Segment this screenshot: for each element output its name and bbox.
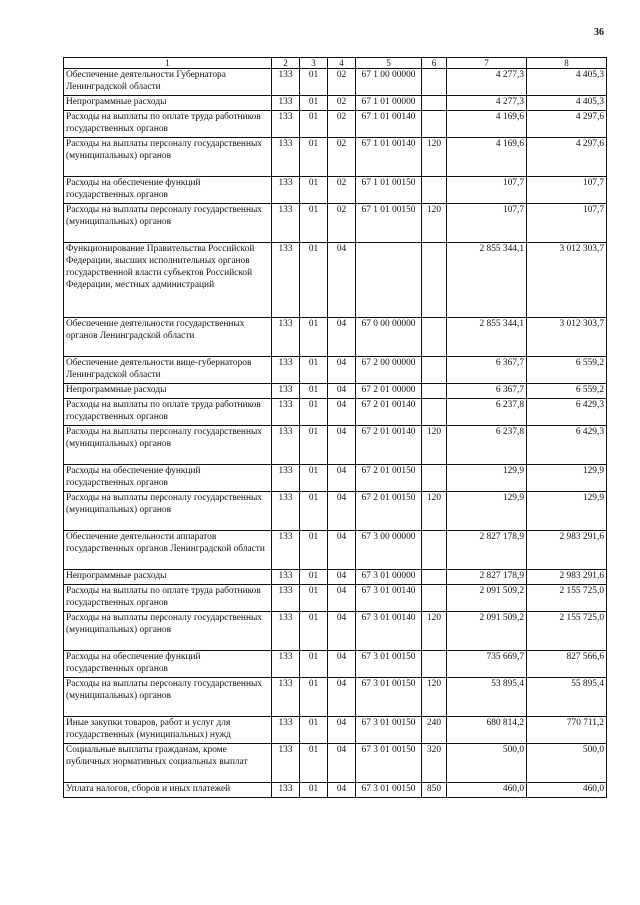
section-code-cell: 01 (300, 570, 328, 585)
ministry-code-cell: 133 (272, 318, 300, 357)
section-code-cell: 01 (300, 717, 328, 744)
ministry-code-cell: 133 (272, 585, 300, 612)
article-code-cell: 67 2 01 00140 (356, 399, 422, 426)
amount-year-2-cell: 2 983 291,6 (527, 531, 607, 570)
item-name-cell: Обеспечение деятельности Губернатора Ленинградской области (64, 69, 272, 96)
table-body (64, 69, 607, 798)
article-code-cell: 67 0 00 00000 (356, 318, 422, 357)
expense-type-code-cell (422, 651, 447, 678)
item-name-cell: Расходы на выплаты персоналу государственных (муниципальных) органов (64, 426, 272, 465)
table-row (64, 399, 607, 426)
amount-year-2-cell: 6 429,3 (527, 426, 607, 465)
table-row (64, 783, 607, 798)
article-code-cell: 67 3 01 00150 (356, 783, 422, 798)
amount-year-1-cell: 4 169,6 (447, 138, 527, 177)
item-name-cell: Обеспечение деятельности аппаратов государственных органов Ленинградской области (64, 531, 272, 570)
table-header (64, 58, 607, 69)
ministry-code-cell: 133 (272, 384, 300, 399)
ministry-code-cell: 133 (272, 612, 300, 651)
amount-year-1-cell: 6 367,7 (447, 357, 527, 384)
subsection-code-cell: 04 (328, 717, 356, 744)
item-name-cell: Непрограммные расходы (64, 384, 272, 399)
expense-type-code-cell (422, 570, 447, 585)
item-name-cell: Расходы на обеспечение функций государственных органов (64, 651, 272, 678)
article-code-cell: 67 3 01 00150 (356, 651, 422, 678)
amount-year-1-cell: 107,7 (447, 204, 527, 243)
expense-type-code-cell (422, 111, 447, 138)
amount-year-2-cell: 2 155 725,0 (527, 585, 607, 612)
subsection-code-cell: 02 (328, 204, 356, 243)
section-code-cell: 01 (300, 111, 328, 138)
amount-year-2-cell: 770 711,2 (527, 717, 607, 744)
budget-table (63, 57, 607, 798)
amount-year-2-cell: 6 429,3 (527, 399, 607, 426)
section-code-cell: 01 (300, 318, 328, 357)
table-row (64, 111, 607, 138)
ministry-code-cell: 133 (272, 399, 300, 426)
subsection-code-cell: 04 (328, 426, 356, 465)
article-code-cell: 67 1 01 00140 (356, 138, 422, 177)
item-name-cell: Расходы на выплаты персоналу государственных (муниципальных) органов (64, 678, 272, 717)
amount-year-2-cell: 4 297,6 (527, 138, 607, 177)
item-name-cell: Непрограммные расходы (64, 96, 272, 111)
article-code-cell: 67 1 01 00000 (356, 96, 422, 111)
amount-year-2-cell: 107,7 (527, 204, 607, 243)
article-code-cell: 67 2 01 00000 (356, 384, 422, 399)
table-row (64, 612, 607, 651)
amount-year-1-cell: 129,9 (447, 492, 527, 531)
section-code-cell: 01 (300, 651, 328, 678)
amount-year-1-cell: 2 091 509,2 (447, 612, 527, 651)
amount-year-2-cell: 4 405,3 (527, 69, 607, 96)
expense-type-code-cell: 120 (422, 138, 447, 177)
amount-year-1-cell: 2 855 344,1 (447, 318, 527, 357)
table-row (64, 570, 607, 585)
header-cell: 6 (422, 58, 447, 69)
subsection-code-cell: 02 (328, 138, 356, 177)
subsection-code-cell: 02 (328, 177, 356, 204)
expense-type-code-cell: 850 (422, 783, 447, 798)
ministry-code-cell: 133 (272, 465, 300, 492)
ministry-code-cell: 133 (272, 426, 300, 465)
expense-type-code-cell: 120 (422, 678, 447, 717)
expense-type-code-cell (422, 465, 447, 492)
header-cell: 5 (356, 58, 422, 69)
subsection-code-cell: 04 (328, 651, 356, 678)
expense-type-code-cell: 120 (422, 492, 447, 531)
section-code-cell: 01 (300, 783, 328, 798)
item-name-cell: Непрограммные расходы (64, 570, 272, 585)
amount-year-1-cell: 4 277,3 (447, 96, 527, 111)
table-row (64, 177, 607, 204)
header-cell: 2 (272, 58, 300, 69)
header-cell: 4 (328, 58, 356, 69)
item-name-cell: Расходы на обеспечение функций государственных органов (64, 465, 272, 492)
item-name-cell: Расходы на обеспечение функций государственных органов (64, 177, 272, 204)
amount-year-2-cell: 55 895,4 (527, 678, 607, 717)
table-row (64, 384, 607, 399)
amount-year-1-cell: 4 277,3 (447, 69, 527, 96)
amount-year-1-cell: 6 237,8 (447, 426, 527, 465)
section-code-cell: 01 (300, 96, 328, 111)
item-name-cell: Обеспечение деятельности государственных органов Ленинградской области (64, 318, 272, 357)
section-code-cell: 01 (300, 612, 328, 651)
ministry-code-cell: 133 (272, 717, 300, 744)
item-name-cell: Расходы на выплаты персоналу государственных (муниципальных) органов (64, 138, 272, 177)
article-code-cell: 67 1 01 00150 (356, 204, 422, 243)
header-cell: 8 (527, 58, 607, 69)
article-code-cell: 67 1 01 00140 (356, 111, 422, 138)
page-number: 36 (594, 27, 604, 38)
item-name-cell: Расходы на выплаты персоналу государственных (муниципальных) органов (64, 492, 272, 531)
expense-type-code-cell: 320 (422, 744, 447, 783)
amount-year-1-cell: 460,0 (447, 783, 527, 798)
section-code-cell: 01 (300, 69, 328, 96)
ministry-code-cell: 133 (272, 783, 300, 798)
amount-year-1-cell: 6 367,7 (447, 384, 527, 399)
ministry-code-cell: 133 (272, 357, 300, 384)
section-code-cell: 01 (300, 138, 328, 177)
amount-year-1-cell: 6 237,8 (447, 399, 527, 426)
table-row (64, 204, 607, 243)
amount-year-2-cell: 4 405,3 (527, 96, 607, 111)
item-name-cell: Уплата налогов, сборов и иных платежей (64, 783, 272, 798)
ministry-code-cell: 133 (272, 744, 300, 783)
subsection-code-cell: 04 (328, 678, 356, 717)
amount-year-2-cell: 3 012 303,7 (527, 243, 607, 318)
section-code-cell: 01 (300, 585, 328, 612)
article-code-cell: 67 3 01 00000 (356, 570, 422, 585)
amount-year-2-cell: 129,9 (527, 465, 607, 492)
amount-year-1-cell: 680 814,2 (447, 717, 527, 744)
subsection-code-cell: 02 (328, 69, 356, 96)
item-name-cell: Расходы на выплаты по оплате труда работников государственных органов (64, 585, 272, 612)
ministry-code-cell: 133 (272, 177, 300, 204)
table-row (64, 531, 607, 570)
ministry-code-cell: 133 (272, 678, 300, 717)
subsection-code-cell: 04 (328, 243, 356, 318)
article-code-cell: 67 3 01 00140 (356, 612, 422, 651)
subsection-code-cell: 04 (328, 585, 356, 612)
section-code-cell: 01 (300, 204, 328, 243)
amount-year-1-cell: 500,0 (447, 744, 527, 783)
subsection-code-cell: 02 (328, 111, 356, 138)
section-code-cell: 01 (300, 243, 328, 318)
expense-type-code-cell: 240 (422, 717, 447, 744)
expense-type-code-cell (422, 177, 447, 204)
amount-year-2-cell: 6 559,2 (527, 384, 607, 399)
amount-year-1-cell: 2 827 178,9 (447, 531, 527, 570)
article-code-cell: 67 3 01 00150 (356, 717, 422, 744)
item-name-cell: Расходы на выплаты по оплате труда работников государственных органов (64, 111, 272, 138)
article-code-cell: 67 2 00 00000 (356, 357, 422, 384)
amount-year-1-cell: 735 669,7 (447, 651, 527, 678)
table-row (64, 744, 607, 783)
subsection-code-cell: 04 (328, 531, 356, 570)
ministry-code-cell: 133 (272, 96, 300, 111)
amount-year-2-cell: 3 012 303,7 (527, 318, 607, 357)
ministry-code-cell: 133 (272, 111, 300, 138)
subsection-code-cell: 04 (328, 465, 356, 492)
amount-year-2-cell: 2 983 291,6 (527, 570, 607, 585)
item-name-cell: Расходы на выплаты персоналу государственных (муниципальных) органов (64, 612, 272, 651)
subsection-code-cell: 04 (328, 570, 356, 585)
ministry-code-cell: 133 (272, 69, 300, 96)
item-name-cell: Расходы на выплаты по оплате труда работников государственных органов (64, 399, 272, 426)
article-code-cell: 67 3 01 00150 (356, 744, 422, 783)
section-code-cell: 01 (300, 384, 328, 399)
section-code-cell: 01 (300, 399, 328, 426)
expense-type-code-cell: 120 (422, 612, 447, 651)
expense-type-code-cell (422, 399, 447, 426)
article-code-cell: 67 3 01 00140 (356, 585, 422, 612)
header-cell: 3 (300, 58, 328, 69)
amount-year-2-cell: 107,7 (527, 177, 607, 204)
amount-year-1-cell: 107,7 (447, 177, 527, 204)
amount-year-1-cell: 2 827 178,9 (447, 570, 527, 585)
header-cell: 7 (447, 58, 527, 69)
expense-type-code-cell (422, 69, 447, 96)
ministry-code-cell: 133 (272, 204, 300, 243)
expense-type-code-cell (422, 585, 447, 612)
table-row (64, 138, 607, 177)
amount-year-2-cell: 827 566,6 (527, 651, 607, 678)
table-row (64, 585, 607, 612)
table-row (64, 69, 607, 96)
ministry-code-cell: 133 (272, 651, 300, 678)
subsection-code-cell: 04 (328, 492, 356, 531)
amount-year-2-cell: 2 155 725,0 (527, 612, 607, 651)
table-row (64, 318, 607, 357)
section-code-cell: 01 (300, 492, 328, 531)
amount-year-2-cell: 500,0 (527, 744, 607, 783)
article-code-cell: 67 3 01 00150 (356, 678, 422, 717)
ministry-code-cell: 133 (272, 243, 300, 318)
amount-year-1-cell: 129,9 (447, 465, 527, 492)
expense-type-code-cell (422, 96, 447, 111)
table-row (64, 96, 607, 111)
article-code-cell: 67 2 01 00150 (356, 465, 422, 492)
item-name-cell: Иные закупки товаров, работ и услуг для государственных (муниципальных) нужд (64, 717, 272, 744)
item-name-cell: Социальные выплаты гражданам, кроме публичных нормативных социальных выплат (64, 744, 272, 783)
subsection-code-cell: 04 (328, 357, 356, 384)
amount-year-2-cell: 4 297,6 (527, 111, 607, 138)
item-name-cell: Обеспечение деятельности вице-губернаторов Ленинградской области (64, 357, 272, 384)
article-code-cell: 67 2 01 00150 (356, 492, 422, 531)
section-code-cell: 01 (300, 465, 328, 492)
subsection-code-cell: 04 (328, 612, 356, 651)
table-row (64, 357, 607, 384)
section-code-cell: 01 (300, 531, 328, 570)
amount-year-1-cell: 2 091 509,2 (447, 585, 527, 612)
expense-type-code-cell (422, 243, 447, 318)
subsection-code-cell: 04 (328, 783, 356, 798)
subsection-code-cell: 04 (328, 318, 356, 357)
section-code-cell: 01 (300, 678, 328, 717)
expense-type-code-cell: 120 (422, 204, 447, 243)
article-code-cell (356, 243, 422, 318)
section-code-cell: 01 (300, 426, 328, 465)
ministry-code-cell: 133 (272, 138, 300, 177)
amount-year-1-cell: 4 169,6 (447, 111, 527, 138)
article-code-cell: 67 3 00 00000 (356, 531, 422, 570)
section-code-cell: 01 (300, 177, 328, 204)
header-cell: 1 (64, 58, 272, 69)
section-code-cell: 01 (300, 357, 328, 384)
expense-type-code-cell (422, 384, 447, 399)
table-row (64, 492, 607, 531)
amount-year-1-cell: 53 895,4 (447, 678, 527, 717)
subsection-code-cell: 04 (328, 384, 356, 399)
article-code-cell: 67 1 01 00150 (356, 177, 422, 204)
subsection-code-cell: 04 (328, 399, 356, 426)
ministry-code-cell: 133 (272, 531, 300, 570)
expense-type-code-cell (422, 357, 447, 384)
amount-year-2-cell: 129,9 (527, 492, 607, 531)
subsection-code-cell: 04 (328, 744, 356, 783)
expense-type-code-cell (422, 318, 447, 357)
item-name-cell: Функционирование Правительства Российской Федерации, высших исполнительных органов государственной власти субъектов Российской Федерации, местных администраций (64, 243, 272, 318)
table-row (64, 717, 607, 744)
article-code-cell: 67 1 00 00000 (356, 69, 422, 96)
section-code-cell: 01 (300, 744, 328, 783)
item-name-cell: Расходы на выплаты персоналу государственных (муниципальных) органов (64, 204, 272, 243)
subsection-code-cell: 02 (328, 96, 356, 111)
amount-year-2-cell: 460,0 (527, 783, 607, 798)
table-row (64, 651, 607, 678)
expense-type-code-cell (422, 531, 447, 570)
table-row (64, 465, 607, 492)
amount-year-2-cell: 6 559,2 (527, 357, 607, 384)
ministry-code-cell: 133 (272, 492, 300, 531)
table-row (64, 243, 607, 318)
table-row (64, 426, 607, 465)
table-row (64, 678, 607, 717)
article-code-cell: 67 2 01 00140 (356, 426, 422, 465)
amount-year-1-cell: 2 855 344,1 (447, 243, 527, 318)
expense-type-code-cell: 120 (422, 426, 447, 465)
ministry-code-cell: 133 (272, 570, 300, 585)
